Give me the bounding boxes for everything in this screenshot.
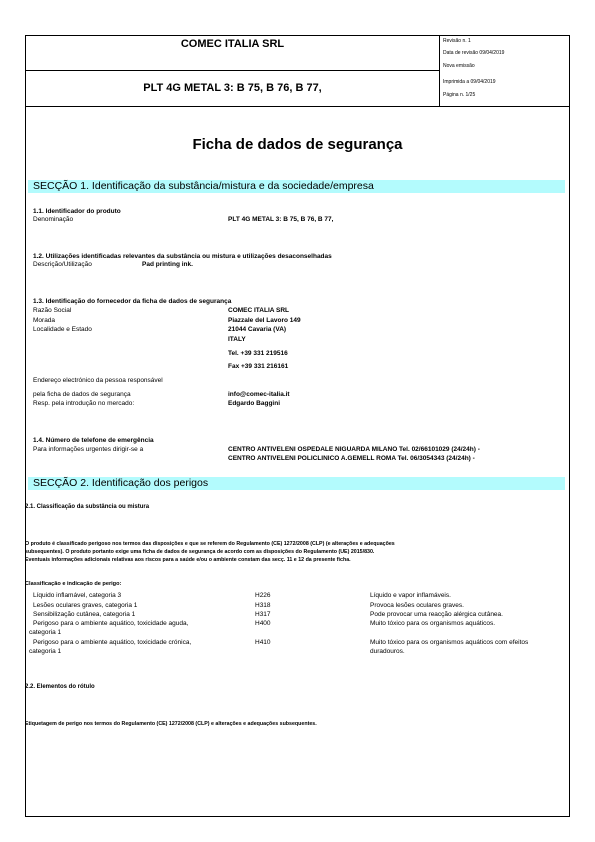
new-edition: Nova emissão	[443, 63, 475, 69]
s13-email-label: Endereço electrónico da pessoa responsável	[33, 377, 163, 384]
s13-address: Piazzale del Lavoro 149	[228, 317, 301, 324]
document-title: Ficha de dados de segurança	[192, 136, 403, 153]
s13-resp: Edgardo Baggini	[228, 400, 280, 407]
page-number: Página n. 1/25	[443, 92, 476, 98]
hazard-class: Perigoso para o ambiente aquático, toxicidade crónica,	[33, 639, 192, 646]
s11-heading: 1.1. Identificador do produto	[33, 208, 121, 215]
classification-para-line3: Eventuais informações adicionais relativas aos riscos para a saúde e/ou o ambiente constam das secç. 11 e 12 da presente ficha.	[25, 557, 351, 563]
hazard-class-cont: categoria 1	[29, 648, 62, 655]
revision-number: Revisão n. 1	[443, 38, 471, 44]
class-heading: Classificação e indicação de perigo:	[25, 581, 122, 587]
s22-heading: 2.2. Elementos do rótulo	[25, 684, 95, 690]
hazard-desc: Muito tóxico para os organismos aquáticos.	[370, 620, 496, 627]
s13-email-label2: pela ficha de dados de segurança	[33, 391, 131, 398]
hazard-class: Sensibilização cutânea, categoria 1	[33, 611, 136, 618]
hazard-desc-cont: duradouros.	[370, 648, 405, 655]
s13-fax: Fax +39 331 216161	[228, 363, 289, 370]
s13-name: COMEC ITALIA SRL	[228, 307, 290, 314]
s11-value: PLT 4G METAL 3: B 75, B 76, B 77,	[228, 216, 334, 223]
hazard-code: H226	[255, 592, 271, 599]
hazard-desc: Líquido e vapor inflamáveis.	[370, 592, 451, 599]
hazard-class: Perigoso para o ambiente aquático, toxicidade aguda,	[33, 620, 189, 627]
s13-email: info@comec-italia.it	[228, 391, 290, 398]
hazard-class: Líquido inflamável, categoria 3	[33, 592, 122, 599]
s13-city: 21044 Cavaria (VA)	[228, 326, 287, 333]
section2-title: SECÇÃO 2. Identificação dos perigos	[33, 477, 209, 489]
hazard-code: H410	[255, 639, 271, 646]
s14-heading: 1.4. Número de telefone de emergência	[33, 437, 154, 444]
hazard-code: H400	[255, 620, 271, 627]
s21-heading: 2.1. Classificação da substância ou mistura	[25, 504, 150, 510]
s13-country: ITALY	[228, 336, 246, 343]
revision-date: Data de revisão 09/04/2019	[443, 50, 505, 56]
classification-para-line2: subsequentes). O produto portanto exige uma ficha de dados de segurança de acordo com as disposições do Regulamento (UE) 2015/830.	[25, 549, 375, 555]
s14-line2: CENTRO ANTIVELENI POLICLINICO A.GEMELL ROMA Tel. 06/3054343 (24/24h) -	[228, 455, 475, 462]
s12-value: Pad printing ink.	[142, 261, 193, 268]
section1-title: SECÇÃO 1. Identificação da substância/mistura e da sociedade/empresa	[33, 180, 374, 192]
s13-resp-label: Resp. pela introdução no mercado:	[33, 400, 135, 407]
hazard-desc: Muito tóxico para os organismos aquáticos com efeitos	[370, 639, 529, 646]
classification-para-line1: O produto é classificado perigoso nos termos das disposições e que se referem do Regulamento (CE) 1272/2008 (CLP) (e alterações e adequações	[25, 541, 395, 547]
hazard-class-cont: categoria 1	[29, 629, 62, 636]
s13-address-label: Morada	[33, 317, 56, 324]
hazard-code: H318	[255, 602, 271, 609]
labelling-para: Etiquetagem de perigo nos termos do Regulamento (CE) 1272/2008 (CLP) e alterações e adequações subsequentes.	[25, 721, 317, 727]
hazard-class: Lesões oculares graves, categoria 1	[33, 602, 138, 609]
s14-line1: CENTRO ANTIVELENI OSPEDALE NIGUARDA MILANO Tel. 02/66101029 (24/24h) -	[228, 446, 480, 453]
s12-label: Descrição/Utilização	[33, 261, 92, 268]
s13-tel: Tel. +39 331 219516	[228, 350, 288, 357]
s13-name-label: Razão Social	[33, 307, 72, 314]
hazard-code: H317	[255, 611, 271, 618]
s11-label: Denominação	[33, 216, 74, 223]
s13-heading: 1.3. Identificação do fornecedor da ficha de dados de segurança	[33, 298, 232, 305]
s13-city-label: Localidade e Estado	[33, 326, 92, 333]
s14-label: Para informações urgentes dirigir-se a	[33, 446, 144, 453]
print-date: Imprimida a 09/04/2019	[443, 79, 496, 85]
hazard-desc: Provoca lesões oculares graves.	[370, 602, 464, 609]
hazard-desc: Pode provocar uma reacção alérgica cutânea.	[370, 611, 503, 618]
product-name: PLT 4G METAL 3: B 75, B 76, B 77,	[143, 82, 322, 94]
s12-heading: 1.2. Utilizações identificadas relevantes da substância ou mistura e utilizações desaconselhadas	[33, 253, 332, 260]
company-name: COMEC ITALIA SRL	[180, 38, 285, 50]
